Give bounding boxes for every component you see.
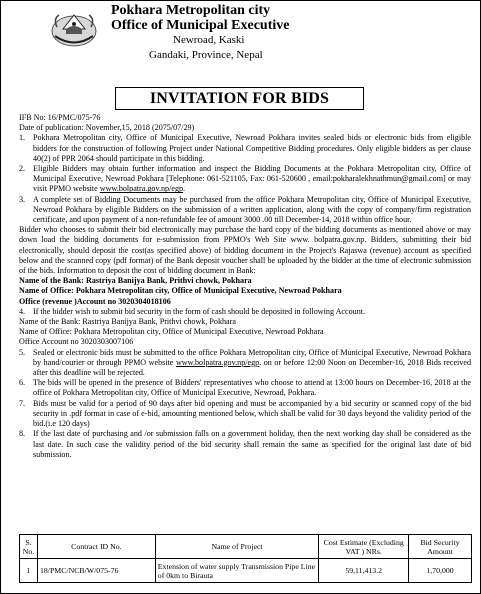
ppmo-website-link[interactable]: www.bolpatra.gov.np/egp [99, 184, 184, 194]
clause-4 [19, 307, 471, 317]
bank-name: Name of the Bank: Rastriya Banijya Bank, Prithvi chowk, Pokhara [19, 317, 236, 327]
clause-text: If the bidder wish to submit bid security in the form of cash should be deposited in following Account. [33, 306, 366, 316]
office-name-line: Name of Office: Pokhara Metropolitan city, Office of Municipal Executive, Newroad Pokhara [19, 327, 324, 337]
letterhead [111, 3, 451, 62]
bank-name: Name of the Bank: Rastriya Banijya Bank, Prithvi chowk, Pokhara [19, 276, 252, 286]
cell-sno: 1 [20, 559, 38, 583]
header-project-name: Name of Project [155, 535, 319, 559]
clause-number: 5. [19, 347, 26, 357]
clause-7 [19, 399, 471, 430]
office-name-line: Name of Office: Pokhara Metropolitan city, Office of Municipal Executive, Newroad Pokhara [19, 286, 342, 296]
clause-text-part: . [183, 184, 186, 194]
clause-text-part: Eligible Bidders may obtain further information and inspect the Bidding Documents at the Pokhara Metropolitan city, Office of Municipal Executive, Newroad Pokhara [Telephone: 061-521105, Fax: 061-520600 , email:pokharalekhnathmun@gmail.com] or may visit PPMO website [33, 164, 471, 194]
clause-6 [19, 378, 471, 398]
clause-number: 3. [19, 194, 26, 204]
header-sno: S. No. [20, 535, 38, 559]
clause-text: A complete set of Bidding Documents may be purchased from the office Pokhara Metropolitan city, Office of Municipal Executive, Newroad Pokhara by eligible Bidders on the submission of a written application, along with the copy of company/firm registration certificate, and upon payment of a non-refundable fee of amount 3000 .00 till December-14, 2018 within office hour. [33, 194, 471, 225]
electronic-bid-paragraph: Bidder who chooses to submit their bid electronically may purchase the hard copy of the bidding documents as mentioned above or may down load the bidding documents for e-submission from PPMO's Web Site www. bolpatra.gov.np. Bidders, submitting their bid electronically, should deposit the cost(as specified above) of bidding document in the Project's Rajaswa (revenue) account as specified below and the scanned copy (pdf format) of the Bank deposit voucher shall be uploaded by the bidder at the time of electronic submission of the bids. Information to deposit the cost of bidding document in Bank: [19, 225, 471, 276]
clause-text [33, 348, 471, 379]
ifb-number: IFB No: 16/PMC/075-76 [19, 113, 101, 122]
publication-date: Date of publication: November,15, 2018 (2075/07/29) [19, 123, 195, 133]
cell-project-name: Extension of water supply Transmission Pipe Line of 0km to Birauta [155, 559, 319, 583]
table-row [20, 559, 472, 583]
revenue-account: Office (revenue )Account no 3020304018106 [19, 296, 171, 306]
clause-1 [19, 133, 471, 164]
bid-table [19, 534, 472, 583]
clause-number: 7. [19, 398, 26, 408]
ppmo-website-link[interactable]: www.bolpatra.gov.np/egp [175, 357, 260, 367]
deposit-account: Office Account no 3020303007106 [19, 337, 134, 347]
clause-text: The bids will be opened in the presence of Bidders' representatives who choose to attend at 13:00 hours on December-16, 2018 at the office of Pokhara Metropolitan city, Office of Municipal Executive, Newroad, Pokhara. [33, 378, 471, 398]
office-name: Office of Municipal Executive [111, 18, 290, 33]
org-name: Pokhara Metropolitan city [111, 3, 271, 18]
notice-title: INVITATION FOR BIDS [115, 87, 364, 110]
clause-text: Bids must be valid for a period of 90 days after bid opening and must be accompanied by a bid security or scanned copy of the bid security in .pdf format in case of e-bid, amounting mentioned below, which shall be valid for 30 days beyond the validity period of the bid.(i.e 120 days) [33, 398, 471, 429]
clause-number: 1. [19, 133, 26, 143]
header-bid-security: Bid Security Amount [409, 535, 472, 559]
province-line: Gandaki, Province, Nepal [149, 49, 263, 61]
cell-cost-estimate: 59,11,413.2 [319, 559, 409, 583]
clause-number: 8. [19, 429, 26, 439]
clause-text: If the last date of purchasing and /or submission falls on a government holiday, then the next working day shall be considered as the last date. In such case the validity period of the bid security shall remain the same as specified for the original last date of bid submission. [33, 429, 471, 459]
clause-2 [19, 164, 471, 195]
clause-text-part: Sealed or electronic bids must be submitted to the office Pokhara Metropolitan city, Office of Municipal Executive, Newroad Pokhara by hand/courier or through PPMO website [33, 347, 471, 367]
address-line: Newroad, Kaski [173, 34, 245, 46]
clause-5 [19, 348, 471, 379]
header-contract-id: Contract ID No. [37, 535, 155, 559]
clause-text [33, 164, 471, 195]
clause-number: 6. [19, 378, 26, 388]
notice-body [19, 113, 471, 460]
clause-3 [19, 195, 471, 226]
clause-8 [19, 429, 471, 460]
cell-bid-security: 1,70,000 [409, 559, 472, 583]
nepal-emblem-icon [49, 9, 99, 49]
header-cost-estimate: Cost Estimate (Excluding VAT ) NRs. [319, 535, 409, 559]
table-header-row [20, 535, 472, 559]
clause-text: Pokhara Metropolitan city, Office of Municipal Executive, Newroad Pokhara invites sealed bids or electronic bids from eligible bidders for the construction of following Project under National Competitive Bidding procedures. Only eligible bidders as per clause 40(2) of PPR 2064 should participate in this bidding. [33, 133, 471, 163]
cell-contract-id: 18/PMC/NCB/W/075-76 [37, 559, 155, 583]
clause-number: 4. [19, 306, 26, 316]
clause-number: 2. [19, 164, 26, 174]
clause-text-part: . on or before 12:00 Noon on December-16, 2018 Bids received after this deadline will be rejected. [33, 357, 471, 378]
